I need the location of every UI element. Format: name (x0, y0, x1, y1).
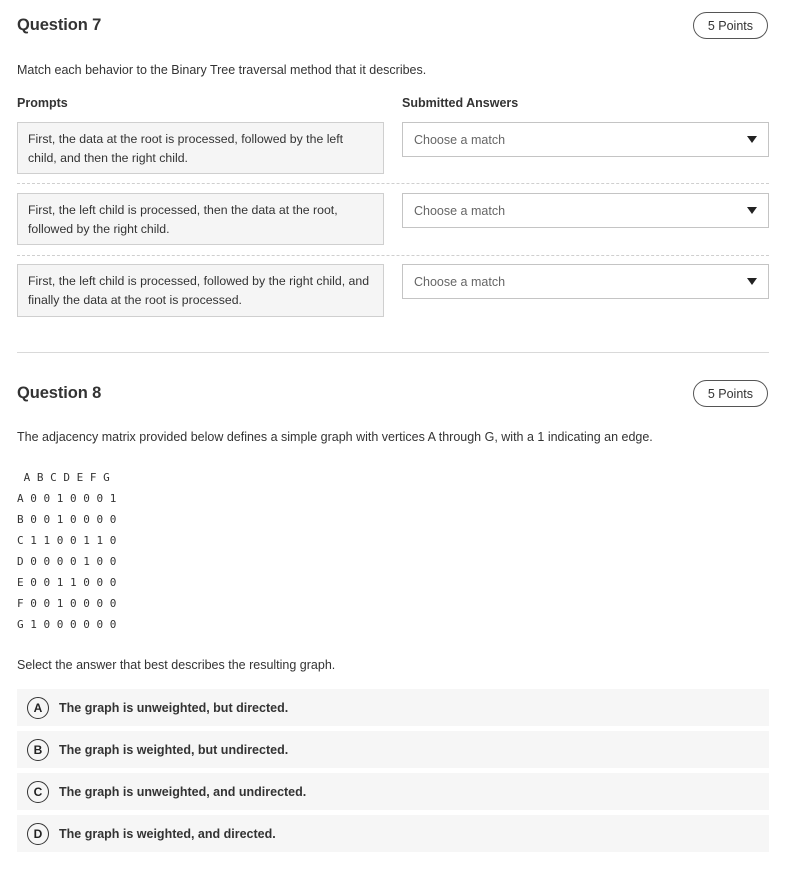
prompt-2: First, the left child is processed, then the data at the root, followed by the right child. (17, 193, 384, 245)
divider (17, 183, 769, 184)
answer-option-c[interactable] (17, 773, 769, 810)
question-7-title: Question 7 (17, 16, 102, 34)
question-8-points-badge: 5 Points (693, 380, 768, 407)
answer-option-d[interactable] (17, 815, 769, 852)
matrix-row: E 0 0 1 1 0 0 0 (17, 576, 117, 589)
question-8-header (17, 380, 768, 407)
prompt-3: First, the left child is processed, followed by the right child, and finally the data at the root is processed. (17, 264, 384, 317)
matrix-row: A 0 0 1 0 0 0 1 (17, 492, 117, 505)
matrix-row: B 0 0 1 0 0 0 0 (17, 513, 117, 526)
question-7-header (17, 12, 768, 39)
divider (17, 255, 769, 256)
option-text-c: The graph is unweighted, and undirected. (59, 784, 307, 799)
matrix-row: C 1 1 0 0 1 1 0 (17, 534, 117, 547)
question-8-intro: The adjacency matrix provided below defines a simple graph with vertices A through G, with a 1 indicating an edge. (17, 430, 653, 444)
option-letter-d: D (27, 823, 49, 845)
match-select-1[interactable] (402, 122, 769, 157)
option-text-d: The graph is weighted, and directed. (59, 826, 276, 841)
option-letter-c: C (27, 781, 49, 803)
dropdown-caret-icon (747, 207, 757, 214)
matrix-header-row: A B C D E F G (17, 471, 110, 484)
question-separator (17, 352, 769, 353)
match-select-1-value: Choose a match (414, 132, 506, 147)
question-8-title: Question 8 (17, 384, 102, 402)
question-8-prompt: Select the answer that best describes the resulting graph. (17, 658, 336, 672)
question-7-points-badge: 5 Points (693, 12, 768, 39)
prompts-header: Prompts (17, 96, 68, 110)
question-7-instruction: Match each behavior to the Binary Tree traversal method that it describes. (17, 63, 427, 77)
option-letter-b: B (27, 739, 49, 761)
match-select-2-value: Choose a match (414, 203, 506, 218)
option-letter-a: A (27, 697, 49, 719)
submitted-answers-header: Submitted Answers (402, 96, 519, 110)
match-select-2[interactable] (402, 193, 769, 228)
dropdown-caret-icon (747, 136, 757, 143)
answer-option-a[interactable] (17, 689, 769, 726)
matrix-row: F 0 0 1 0 0 0 0 (17, 597, 117, 610)
matrix-row: D 0 0 0 0 1 0 0 (17, 555, 117, 568)
answer-option-b[interactable] (17, 731, 769, 768)
matrix-row: G 1 0 0 0 0 0 0 (17, 618, 117, 631)
match-select-3[interactable] (402, 264, 769, 299)
adjacency-matrix (17, 470, 116, 638)
dropdown-caret-icon (747, 278, 757, 285)
prompt-1: First, the data at the root is processed, followed by the left child, and then the right child. (17, 122, 384, 174)
option-text-a: The graph is unweighted, but directed. (59, 700, 289, 715)
match-select-3-value: Choose a match (414, 274, 506, 289)
option-text-b: The graph is weighted, but undirected. (59, 742, 289, 757)
